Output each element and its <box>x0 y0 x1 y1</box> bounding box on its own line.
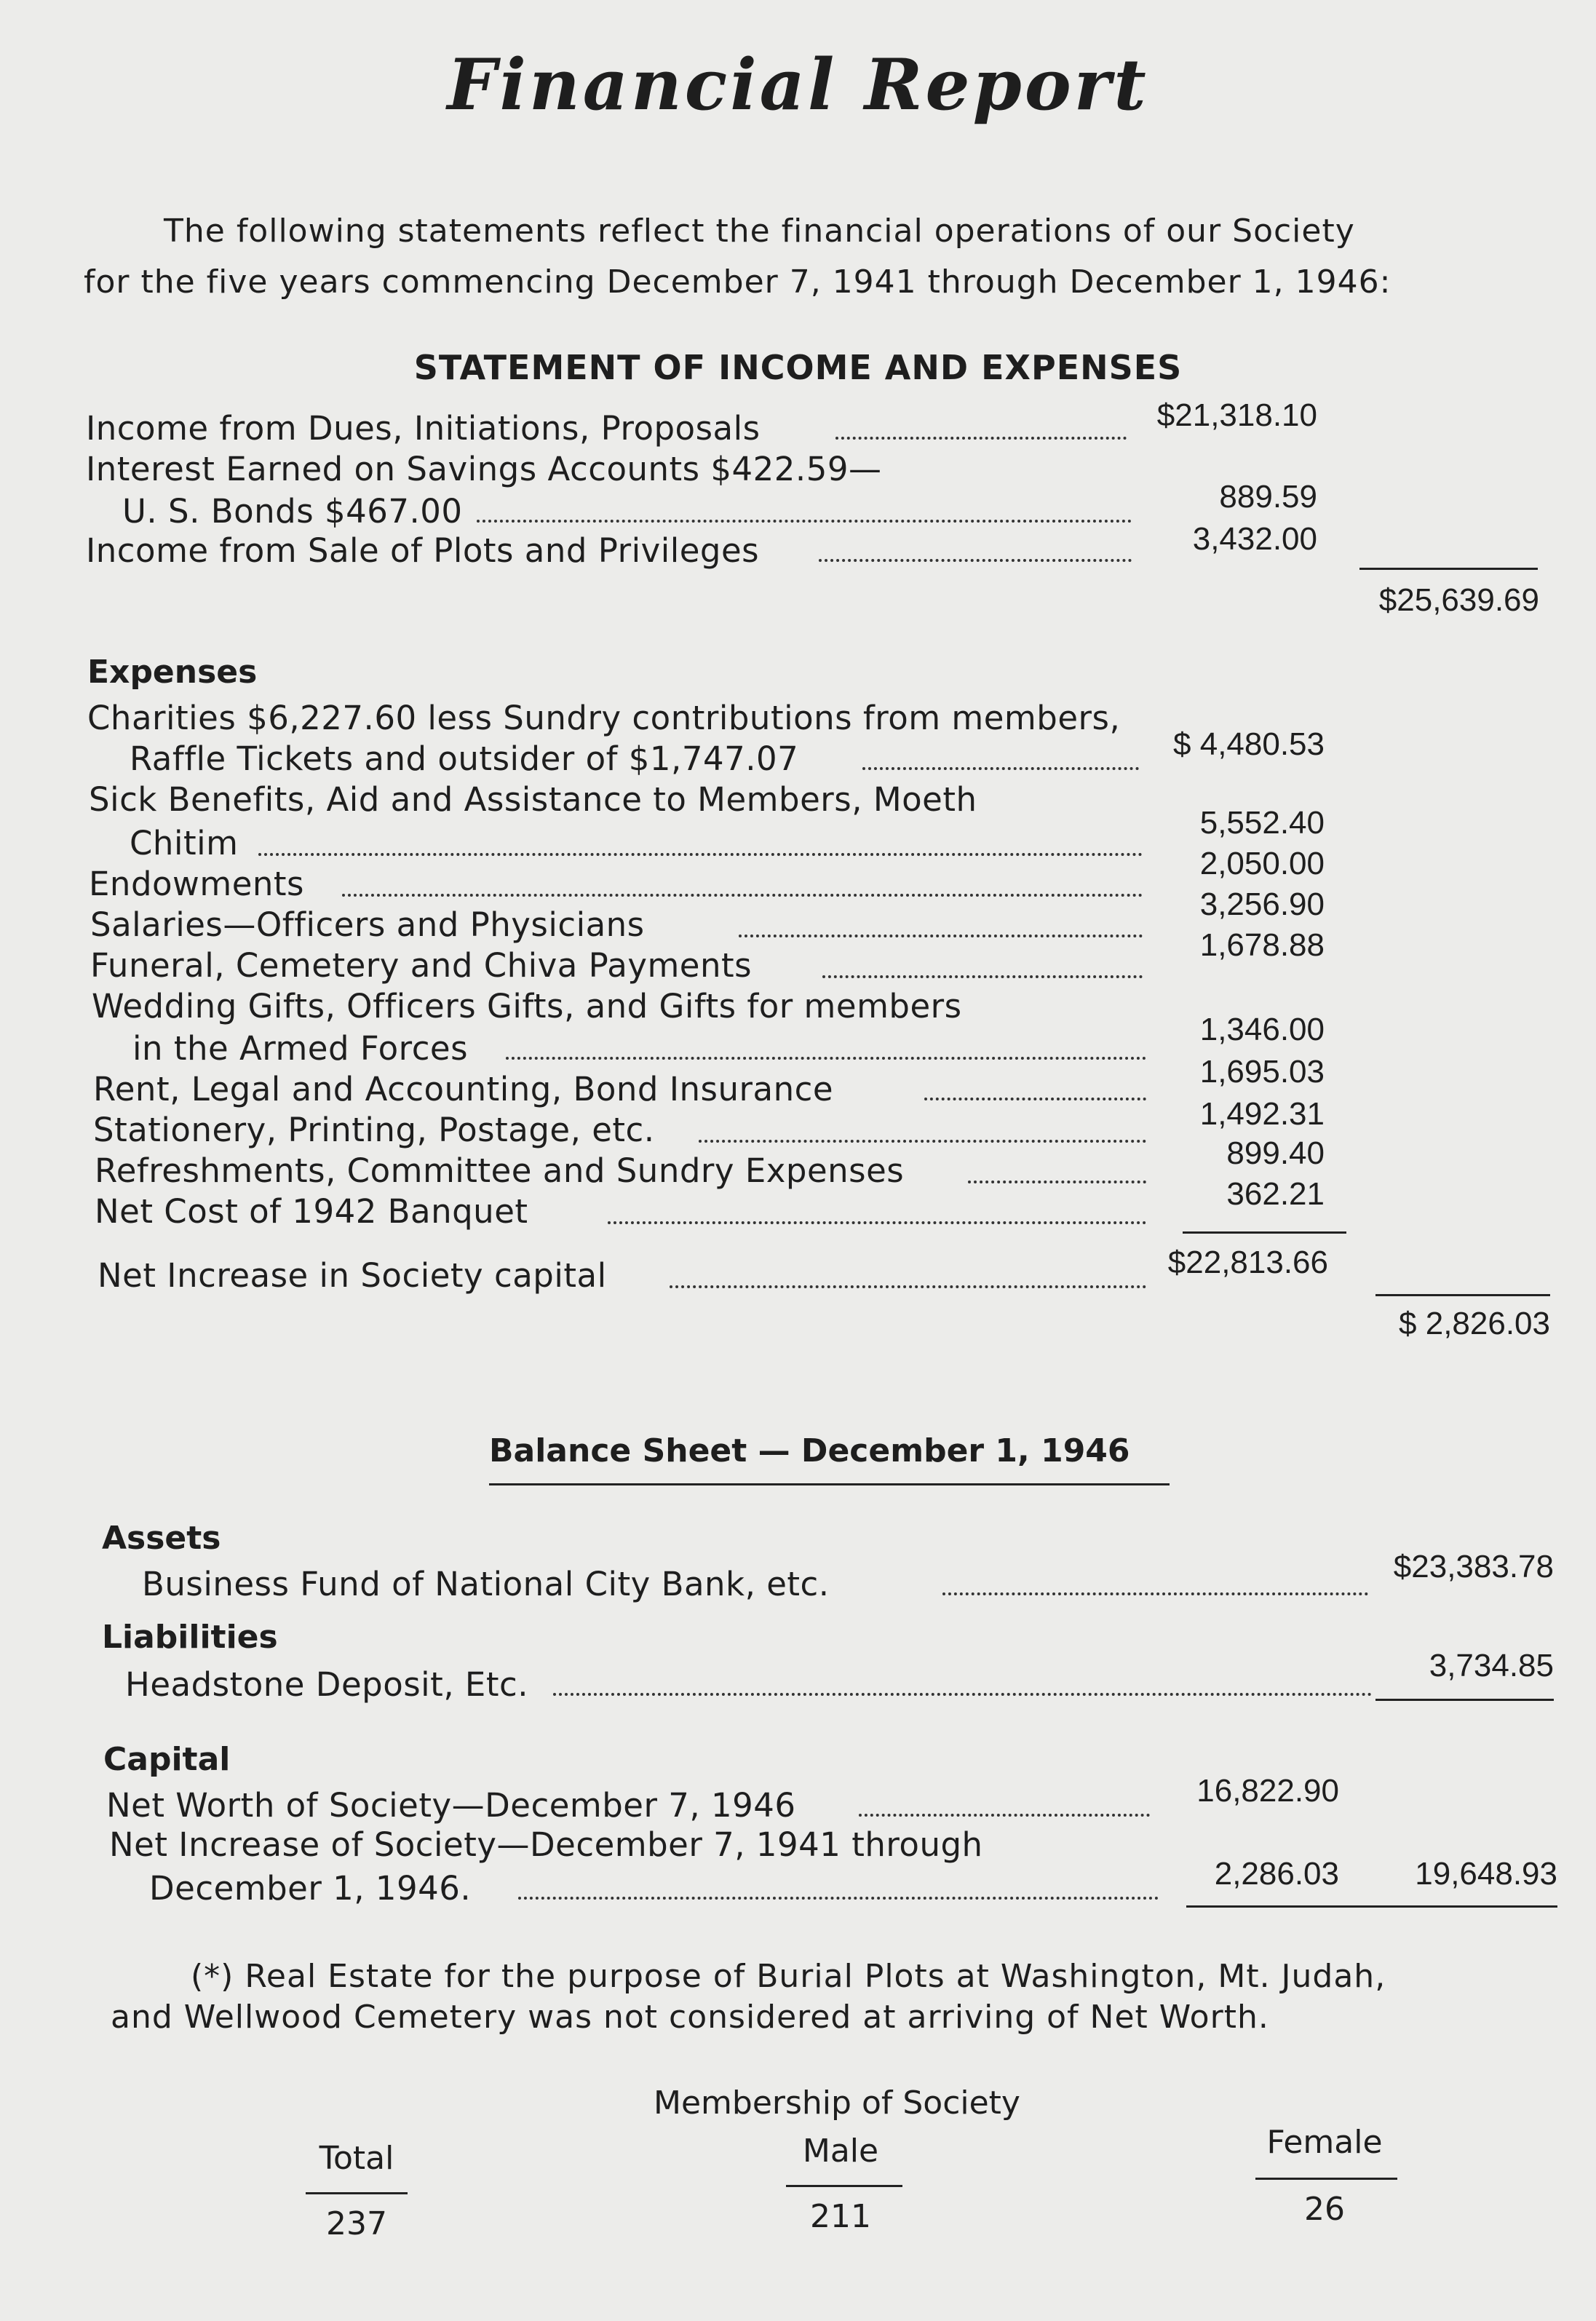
leader-dots <box>822 975 1143 978</box>
intro-line-1: The following statements reflect the financial operations of our Society <box>164 213 1355 250</box>
column-rule <box>1255 2178 1397 2180</box>
expense-charities-amount: $ 4,480.53 <box>1173 726 1325 762</box>
membership-male-label: Male <box>802 2132 879 2170</box>
expense-stationery-amount: 1,492.31 <box>1199 1096 1325 1132</box>
liabilities-amount: 3,734.85 <box>1429 1648 1554 1683</box>
expense-endowments-label: Endowments <box>89 865 304 903</box>
expense-gifts-amount: 1,346.00 <box>1199 1012 1325 1047</box>
heading-underline <box>489 1483 1170 1485</box>
expenses-total-label: Net Increase in Society capital <box>98 1256 607 1295</box>
leader-dots <box>859 1814 1150 1817</box>
total-rule <box>1186 1905 1557 1908</box>
leader-dots <box>819 559 1132 562</box>
total-rule <box>1375 1699 1554 1701</box>
leader-dots <box>670 1285 1146 1288</box>
expenses-heading: Expenses <box>87 654 258 691</box>
subtotal-rule <box>1183 1231 1346 1234</box>
membership-total-label: Total <box>319 2140 394 2177</box>
expense-sick-label: Sick Benefits, Aid and Assistance to Members, Moeth <box>89 780 977 819</box>
column-rule <box>306 2192 408 2194</box>
total-rule <box>1359 568 1538 570</box>
leader-dots <box>739 935 1143 937</box>
expense-rent-amount: 1,695.03 <box>1199 1054 1325 1090</box>
footnote-line-1: (*) Real Estate for the purpose of Burial Plots at Washington, Mt. Judah, <box>191 1958 1386 1995</box>
capital-heading: Capital <box>103 1741 231 1778</box>
assets-amount: $23,383.78 <box>1393 1549 1554 1584</box>
expense-stationery-label: Stationery, Printing, Postage, etc. <box>93 1111 655 1149</box>
income-statement-heading: STATEMENT OF INCOME AND EXPENSES <box>413 348 1183 387</box>
expense-charities-label-2: Raffle Tickets and outsider of $1,747.07 <box>130 739 799 778</box>
expense-banquet-label: Net Cost of 1942 Banquet <box>95 1192 528 1231</box>
income-plots-label: Income from Sale of Plots and Privileges <box>86 531 760 570</box>
footnote-line-2: and Wellwood Cemetery was not considered at arriving of Net Worth. <box>111 1999 1269 2036</box>
expense-refreshments-amount: 899.40 <box>1226 1135 1325 1171</box>
income-interest-label: Interest Earned on Savings Accounts $422.59— <box>86 450 882 488</box>
leader-dots <box>862 767 1139 770</box>
total-rule <box>1375 1294 1550 1296</box>
leader-dots <box>608 1221 1146 1224</box>
net-increase-amount: $ 2,826.03 <box>1399 1306 1550 1341</box>
leader-dots <box>835 437 1127 440</box>
expense-banquet-amount: 362.21 <box>1226 1176 1325 1212</box>
membership-female-value: 26 <box>1304 2191 1345 2228</box>
column-rule <box>786 2185 902 2187</box>
membership-heading: Membership of Society <box>654 2084 1020 2122</box>
page-title: Financial Report <box>447 44 1149 126</box>
leader-dots <box>518 1897 1159 1900</box>
income-total: $25,639.69 <box>1378 582 1539 618</box>
expense-salaries-label: Salaries—Officers and Physicians <box>90 905 645 944</box>
intro-line-2: for the five years commencing December 7, 1941 through December 1, 1946: <box>84 263 1391 301</box>
expense-sick-amount: 5,552.40 <box>1199 805 1325 841</box>
balance-sheet-heading: Balance Sheet — December 1, 1946 <box>489 1432 1130 1469</box>
expense-sick-label-2: Chitim <box>130 824 239 862</box>
expense-endowments-amount: 2,050.00 <box>1199 846 1325 881</box>
income-interest-amount: 889.59 <box>1219 479 1317 515</box>
leader-dots <box>699 1140 1146 1143</box>
membership-total-value: 237 <box>326 2205 387 2242</box>
assets-label: Business Fund of National City Bank, etc. <box>142 1565 830 1603</box>
membership-female-label: Female <box>1266 2124 1383 2161</box>
membership-male-value: 211 <box>810 2198 871 2235</box>
liabilities-heading: Liabilities <box>102 1619 278 1656</box>
expenses-total-amount: $22,813.66 <box>1167 1245 1328 1280</box>
leader-dots <box>506 1057 1146 1060</box>
leader-dots <box>258 853 1143 856</box>
expense-rent-label: Rent, Legal and Accounting, Bond Insurance <box>93 1070 834 1108</box>
net-worth-label: Net Worth of Society—December 7, 1946 <box>106 1786 796 1825</box>
net-increase-label: Net Increase of Society—December 7, 1941 through <box>109 1825 983 1864</box>
income-interest-label-2: U. S. Bonds $467.00 <box>122 492 463 531</box>
expense-refreshments-label: Refreshments, Committee and Sundry Expenses <box>95 1151 905 1190</box>
capital-total: 19,648.93 <box>1415 1856 1557 1892</box>
expense-charities-label: Charities $6,227.60 less Sundry contributions from members, <box>87 699 1121 737</box>
net-increase-capital-amount: 2,286.03 <box>1214 1856 1339 1892</box>
leader-dots <box>342 894 1143 897</box>
expense-gifts-label: Wedding Gifts, Officers Gifts, and Gifts for members <box>92 987 962 1025</box>
expense-salaries-amount: 3,256.90 <box>1199 886 1325 922</box>
liabilities-label: Headstone Deposit, Etc. <box>125 1665 529 1704</box>
leader-dots <box>553 1693 1372 1696</box>
leader-dots <box>942 1592 1368 1595</box>
expense-gifts-label-2: in the Armed Forces <box>132 1029 469 1068</box>
income-dues-amount: $21,318.10 <box>1156 397 1317 433</box>
leader-dots <box>477 520 1132 523</box>
income-dues-label: Income from Dues, Initiations, Proposals <box>86 409 761 448</box>
expense-funeral-label: Funeral, Cemetery and Chiva Payments <box>90 946 753 985</box>
assets-heading: Assets <box>102 1520 221 1557</box>
income-plots-amount: 3,432.00 <box>1192 521 1317 557</box>
net-worth-amount: 16,822.90 <box>1196 1773 1339 1809</box>
expense-funeral-amount: 1,678.88 <box>1199 927 1325 963</box>
net-increase-label-2: December 1, 1946. <box>149 1869 472 1908</box>
